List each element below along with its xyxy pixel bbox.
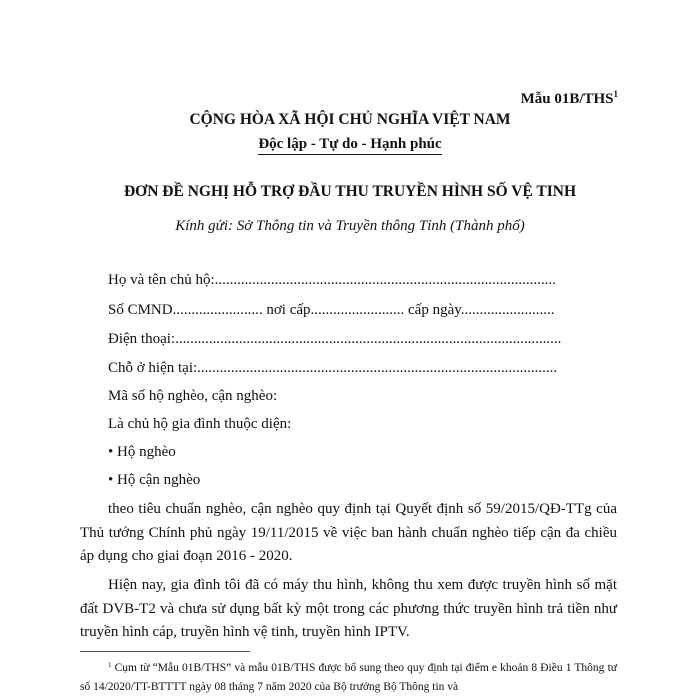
footnote-text: Cụm từ “Mẫu 01B/THS” và mẫu 01B/THS được bổ sung theo quy định tại điểm e khoản 8 Điều 1 Thông tư số 14/2020/TT-BTTTT ngày 08 tháng 7 năm 2020 của Bộ trưởng Bộ Thông tin và (80, 662, 617, 693)
owner-name-field: Họ và tên chủ hộ:........................................................................................... (108, 272, 556, 288)
nation-heading: CỘNG HÒA XÃ HỘI CHỦ NGHĨA VIỆT NAM (189, 111, 511, 128)
form-code (521, 89, 618, 108)
paragraph-poverty-standard: theo tiêu chuẩn nghèo, cận nghèo quy định tại Quyết định số 59/2015/QĐ-TTg của Thủ tướng Chính phủ ngày 19/11/2015 về việc ban hành chuẩn nghèo tiếp cận đa chiều áp dụng cho giai đoạn 2016 - 2020. (80, 501, 617, 564)
address-field: Chỗ ở hiện tại:................................................................................................ (108, 360, 558, 376)
form-code-text: Mẫu 01B/THS (520, 91, 614, 107)
paragraph-current-situation: Hiện nay, gia đình tôi đã có máy thu hình, không thu xem được truyền hình số mặt đất DVB-T2 và chưa sử dụng bất kỳ một trong các phương thức truyền hình trả tiền như truyền hình cáp, truyền hình vệ tinh, truyền hình IPTV. (80, 577, 617, 640)
footnote-divider (80, 651, 250, 652)
document-title: ĐƠN ĐỀ NGHỊ HỖ TRỢ ĐẦU THU TRUYỀN HÌNH SỐ VỆ TINH (123, 183, 577, 200)
id-card-field: Số CMND........................ nơi cấp......................... cấp ngày......................... (108, 302, 555, 318)
footnote (80, 656, 617, 697)
motto-container (0, 135, 700, 155)
recipient-line: Kính gửi: Sở Thông tin và Truyền thông Tỉnh (Thành phố) (175, 218, 525, 234)
option-near-poor-household: • Hộ cận nghèo (108, 472, 201, 488)
poverty-code-field: Mã số hộ nghèo, cận nghèo: (108, 388, 278, 404)
footnote-reference: 1 (613, 89, 618, 99)
household-type-label: Là chủ hộ gia đình thuộc diện: (108, 416, 292, 432)
footnote-number: 1 (108, 661, 112, 669)
option-poor-household: • Hộ nghèo (108, 444, 176, 460)
motto: Độc lập - Tự do - Hạnh phúc (258, 136, 441, 155)
phone-field: Điện thoại:....................................................................................................... (108, 331, 562, 347)
